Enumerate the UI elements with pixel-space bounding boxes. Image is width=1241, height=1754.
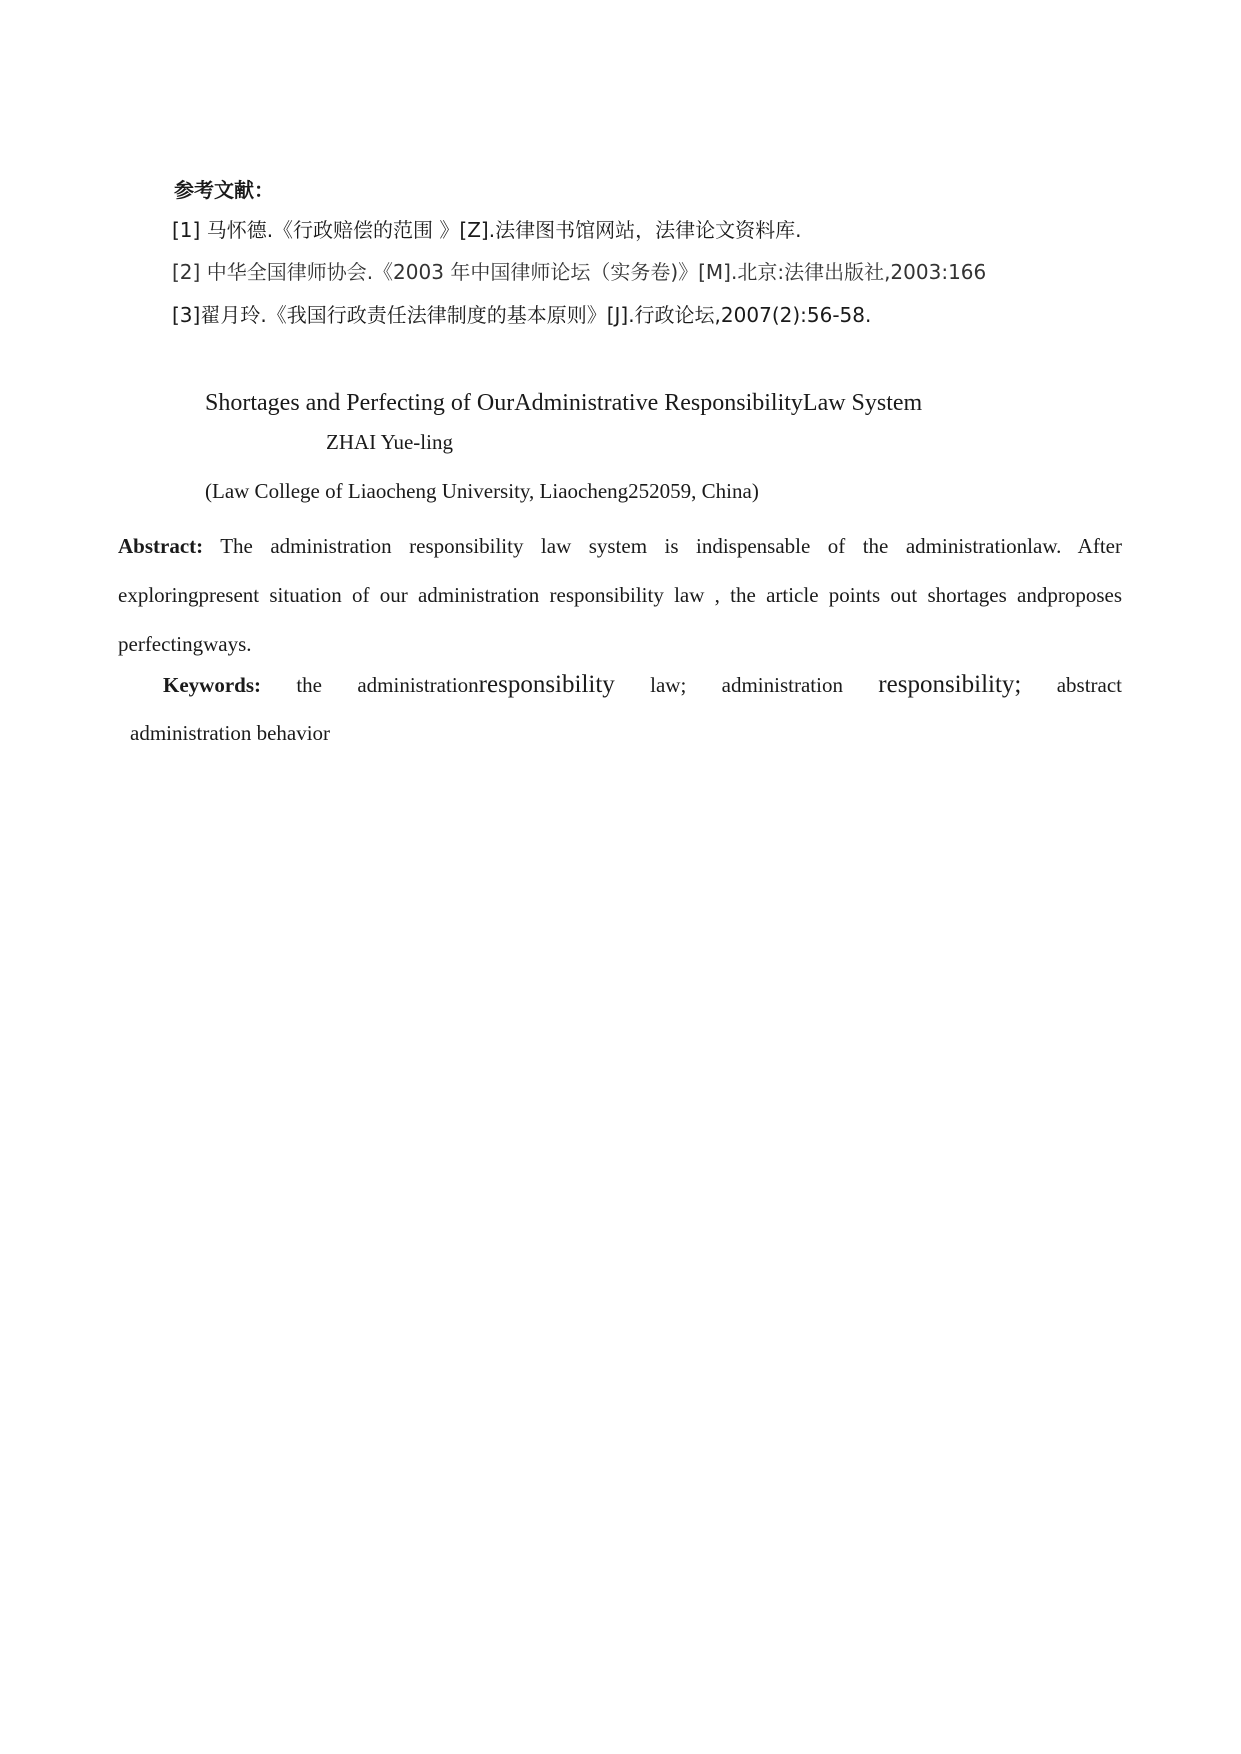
paper-affiliation: (Law College of Liaocheng University, Liaocheng252059, China) (205, 479, 759, 503)
keyword-word: abstract (1056, 673, 1122, 697)
abstract-text: The administration responsibility law system is indispensable of the administrationlaw. After exploringpresent situation of our administration responsibility law , the article points out shortages andproposes perfectingways. (118, 534, 1122, 656)
paper-author: ZHAI Yue-ling (326, 430, 453, 454)
reference-number: [1] (172, 218, 201, 242)
abstract-label: Abstract: (118, 534, 204, 558)
reference-item-2 (172, 259, 986, 285)
reference-text: 中华全国律师协会.《2003 年中国律师论坛（实务卷)》[M].北京:法律出版社,2003:166 (200, 260, 987, 284)
keyword-word: responsibility; (878, 671, 1022, 698)
reference-number: [3] (172, 303, 201, 327)
keyword-phrase (357, 672, 614, 698)
keywords-line (163, 672, 1122, 698)
reference-item-1 (172, 217, 801, 243)
keyword-word: law; (650, 673, 687, 697)
keyword-word: responsibility (478, 671, 615, 698)
keyword-word: administration (357, 673, 479, 697)
keyword-word: the (296, 673, 322, 697)
reference-number: [2] (172, 260, 201, 284)
keywords-continuation: administration behavior (130, 721, 331, 745)
keywords-label: Keywords: (163, 673, 261, 697)
abstract-paragraph (118, 522, 1122, 669)
keyword-word: administration (721, 673, 843, 697)
paper-title: Shortages and Perfecting of OurAdministrative ResponsibilityLaw System (205, 390, 923, 416)
references-heading: 参考文献： (174, 178, 274, 202)
reference-text: 马怀德.《行政赔偿的范围 》[Z].法律图书馆网站，法律论文资料库. (200, 218, 802, 242)
reference-item-3 (172, 302, 871, 328)
reference-text: 翟月玲.《我国行政责任法律制度的基本原则》[J].行政论坛,2007(2):56-58. (200, 303, 872, 327)
